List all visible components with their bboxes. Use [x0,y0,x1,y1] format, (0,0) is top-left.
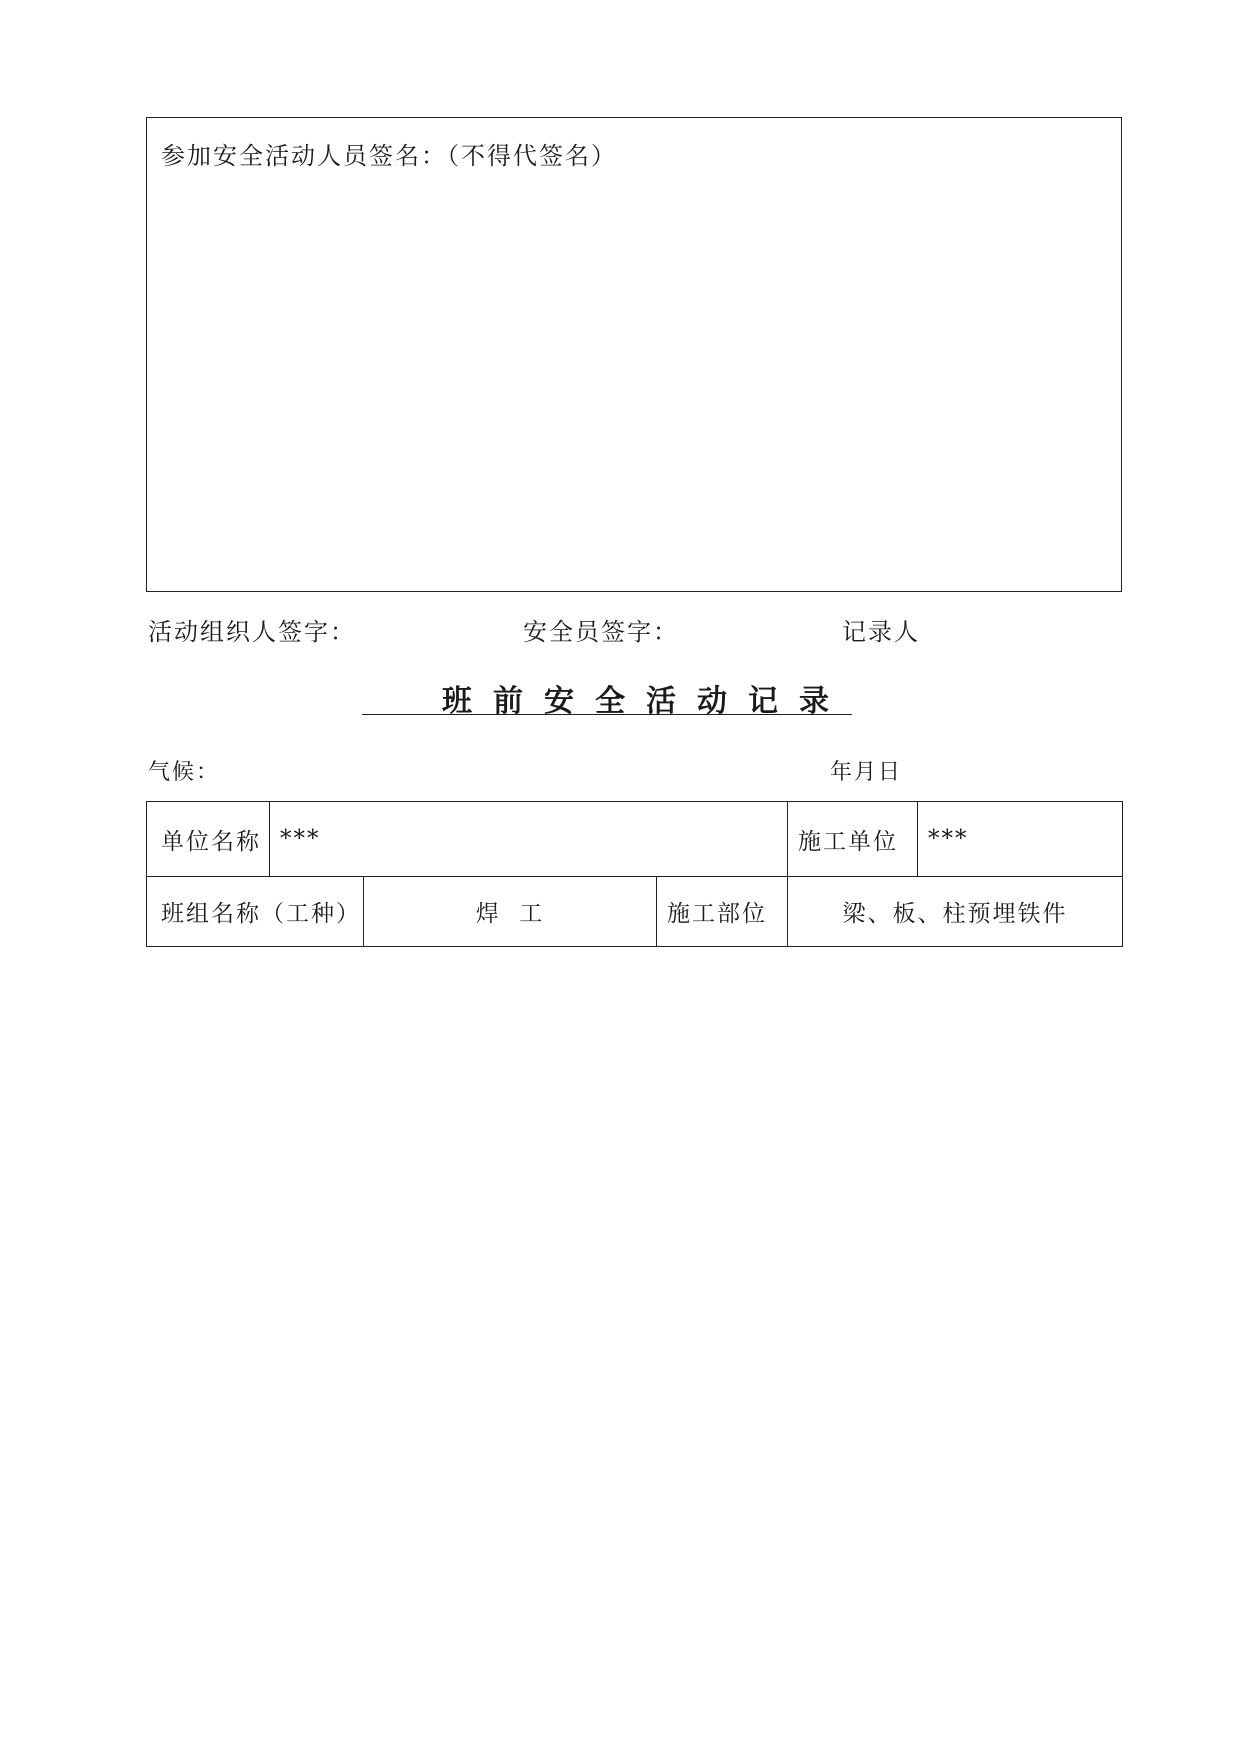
team-name-value: 焊 工 [364,877,657,947]
document-title-text: 班前安全活动记录 [442,684,850,719]
signature-box-label: 参加安全活动人员签名：（不得代签名） [161,142,617,170]
construction-part-value: 梁、板、柱预埋铁件 [788,877,1123,947]
organizer-signature-label: 活动组织人签字： [148,618,356,646]
construction-unit-label: 施工单位 [788,802,918,877]
table-row [147,802,1123,877]
safety-officer-signature-label: 安全员签字： [523,618,679,646]
recorder-label: 记录人 [842,618,920,646]
signature-box [146,117,1122,592]
construction-part-label: 施工部位 [657,877,788,947]
weather-label: 气候： [148,760,221,785]
team-name-label: 班组名称（工种） [147,877,364,947]
date-label: 年月日 [830,760,903,785]
unit-name-value: *** [270,802,788,877]
construction-unit-value: *** [918,802,1123,877]
activity-info-table [146,801,1123,947]
document-title [362,679,852,719]
table-row [147,877,1123,947]
unit-name-label: 单位名称 [147,802,270,877]
